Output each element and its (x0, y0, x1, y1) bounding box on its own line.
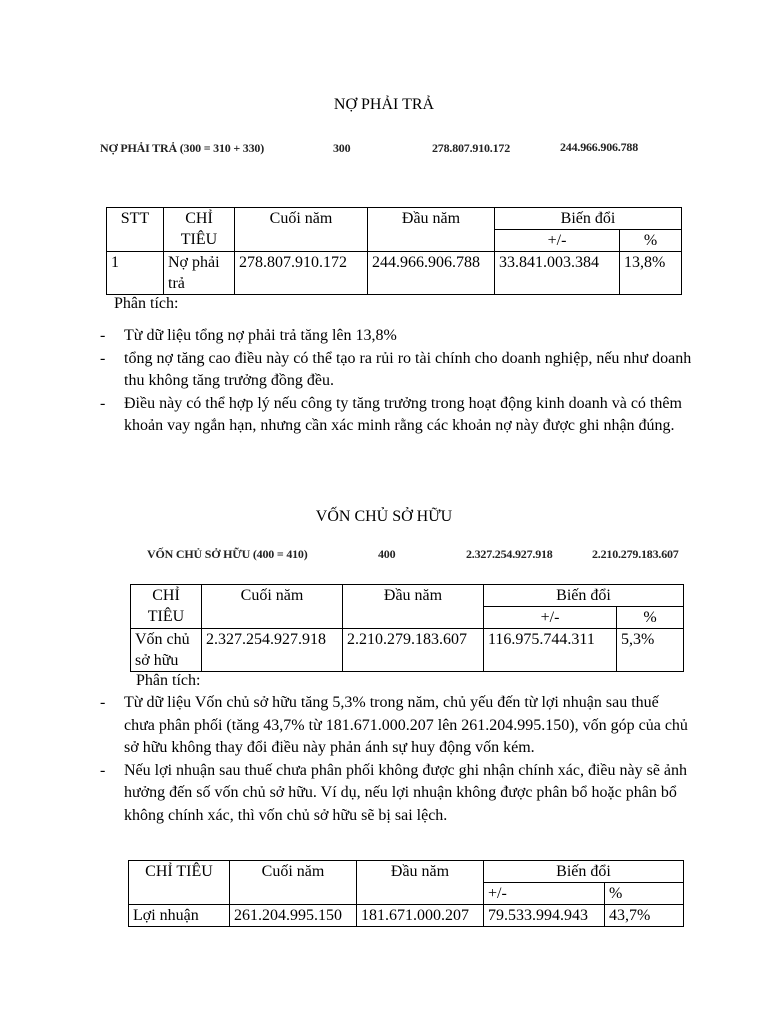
profit-table (128, 860, 684, 927)
header-start: Đầu năm (357, 861, 484, 905)
header-start: Đầu năm (343, 585, 484, 629)
snippet-start-value: 2.210.279.183.607 (592, 547, 679, 561)
cell-diff: 116.975.744.311 (484, 629, 617, 672)
bullet-text: Từ dữ liệu Vốn chủ sở hữu tăng 5,3% trong năm, chủ yếu đến từ lợi nhuận sau thuế chưa phân phối (tăng 43,7% từ 181.671.000.207 lên 261.204.995.150), vốn góp của chủ sở hữu không thay đổi điều này phản ánh sự huy động vốn kém. (124, 694, 688, 756)
cell-end: 2.327.254.927.918 (202, 629, 343, 672)
section-heading-liabilities: NỢ PHẢI TRẢ (333, 96, 435, 113)
header-diff: +/- (495, 230, 620, 252)
header-pct: % (605, 883, 684, 905)
cell-start: 244.966.906.788 (368, 252, 495, 295)
snippet-start-value: 244.966.906.788 (560, 140, 639, 154)
snippet-code: 400 (378, 547, 396, 561)
header-end: Cuối năm (230, 861, 357, 905)
analysis-label: Phân tích: (114, 295, 179, 312)
header-item: CHỈ TIÊU (129, 861, 230, 905)
bullet-dash: - (100, 394, 106, 412)
analysis-list-liabilities (100, 325, 692, 438)
snippet-label: VỐN CHỦ SỞ HỮU (400 = 410) (147, 547, 308, 561)
list-item (100, 692, 692, 760)
bullet-text: Điều này có thể hợp lý nếu công ty tăng trưởng trong hoạt động kinh doanh và có thêm khoản vay ngắn hạn, nhưng cần xác minh rằng các khoản nợ này được ghi nhận đúng. (124, 394, 682, 434)
list-item (100, 348, 692, 393)
cell-end: 278.807.910.172 (235, 252, 368, 295)
cell-pct: 5,3% (617, 629, 684, 672)
header-item: CHỈ TIÊU (164, 208, 235, 252)
section-heading-equity: VỐN CHỦ SỞ HỮU (315, 508, 453, 525)
bullet-dash: - (100, 327, 106, 344)
cell-item: Vốn chủ sở hữu (131, 629, 202, 672)
cell-item: Nợ phải trả (164, 252, 235, 295)
cell-diff: 79.533.994.943 (484, 905, 605, 927)
cell-pct: 13,8% (620, 252, 682, 295)
snippet-end-value: 278.807.910.172 (432, 141, 511, 155)
table-row (129, 905, 684, 927)
equity-table (130, 584, 684, 672)
list-item (100, 325, 692, 348)
cell-stt: 1 (107, 252, 164, 295)
analysis-list-equity (100, 692, 692, 827)
header-start: Đầu năm (368, 208, 495, 252)
list-item (100, 760, 692, 828)
header-end: Cuối năm (202, 585, 343, 629)
bullet-dash: - (100, 761, 106, 779)
header-pct: % (620, 230, 682, 252)
liabilities-table (106, 207, 682, 295)
snippet-label: NỢ PHẢI TRẢ (300 = 310 + 330) (100, 141, 264, 155)
header-pct: % (617, 607, 684, 629)
header-change: Biến đổi (495, 208, 682, 230)
list-item (100, 393, 692, 438)
header-diff: +/- (484, 607, 617, 629)
table-row (107, 252, 682, 295)
table-row (131, 629, 684, 672)
snippet-code: 300 (333, 141, 351, 155)
header-change: Biến đổi (484, 585, 684, 607)
cell-start: 2.210.279.183.607 (343, 629, 484, 672)
cell-pct: 43,7% (605, 905, 684, 927)
cell-item: Lợi nhuận (129, 905, 230, 927)
header-diff: +/- (484, 883, 605, 905)
bullet-text: Nếu lợi nhuận sau thuế chưa phân phối không được ghi nhận chính xác, điều này sẽ ảnh hưởng đến số vốn chủ sở hữu. Ví dụ, nếu lợi nhuận không được phân bổ hoặc phân bổ không chính xác, thì vốn chủ sở hữu sẽ bị sai lệch. (124, 761, 688, 824)
analysis-label: Phân tích: (136, 672, 201, 689)
header-end: Cuối năm (235, 208, 368, 252)
bullet-dash: - (100, 349, 106, 367)
header-item: CHỈ TIÊU (131, 585, 202, 629)
header-stt: STT (107, 208, 164, 252)
bullet-dash: - (100, 694, 106, 711)
cell-start: 181.671.000.207 (357, 905, 484, 927)
bullet-text: tổng nợ tăng cao điều này có thể tạo ra rủi ro tài chính cho doanh nghiệp, nếu như doanh thu không tăng trưởng đồng đều. (124, 349, 692, 389)
cell-end: 261.204.995.150 (230, 905, 357, 927)
bullet-text: Từ dữ liệu tổng nợ phải trả tăng lên 13,8% (124, 327, 397, 344)
header-change: Biến đổi (484, 861, 684, 883)
cell-diff: 33.841.003.384 (495, 252, 620, 295)
snippet-end-value: 2.327.254.927.918 (466, 547, 553, 561)
